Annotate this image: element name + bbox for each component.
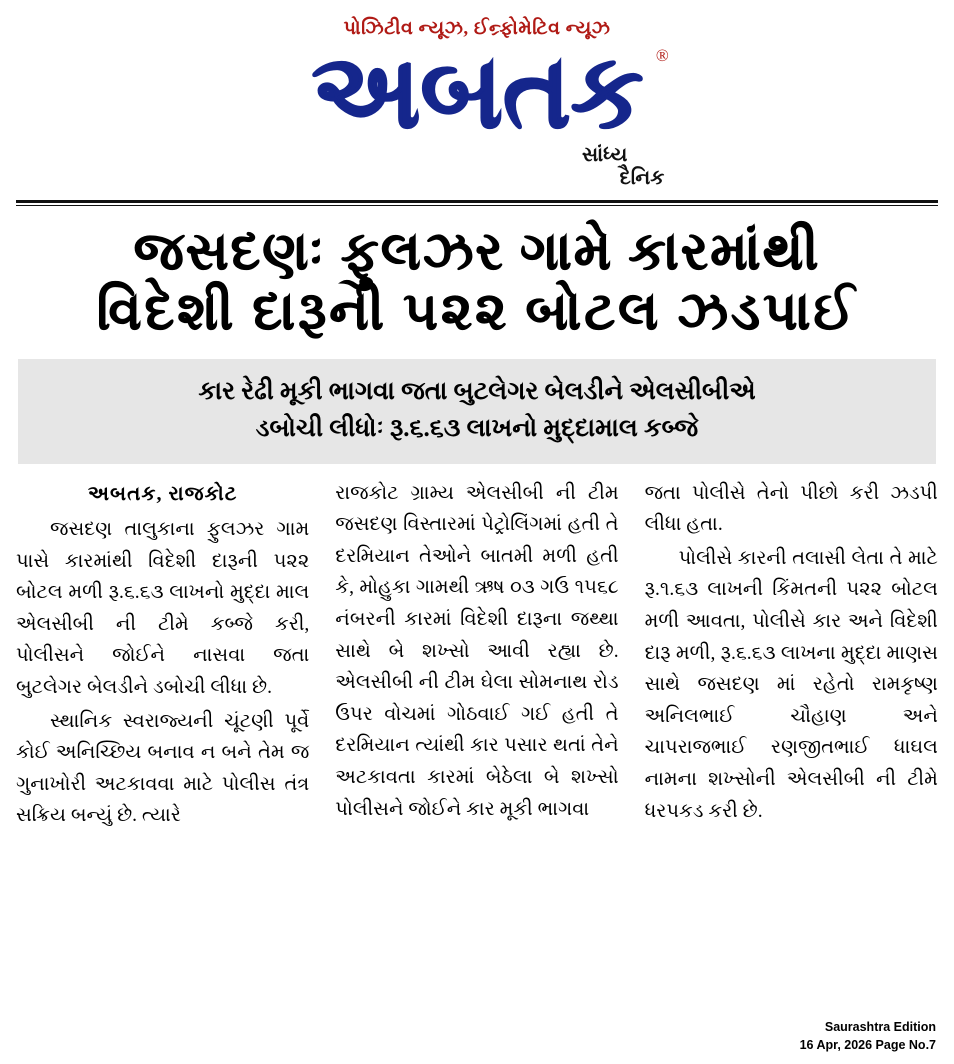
masthead-tagline-top: પોઝિટીવ ન્યૂઝ, ઈન્ર્ફોમેટિવ ન્યૂઝ <box>343 18 611 39</box>
footer-edition: Saurashtra Edition <box>824 1019 936 1034</box>
article-column-3 <box>631 478 938 834</box>
footer-date-page: 16 Apr, 2026 Page No.7 <box>799 1037 936 1052</box>
masthead-tagline-bottom: સાંધ્ય દૈનિક <box>582 143 665 189</box>
headline-line-2: વિદેશી દારૂની ૫૨૨ બોટલ ઝડપાઈ <box>96 283 858 342</box>
masthead-divider-thin <box>16 205 938 206</box>
article-headline <box>16 222 938 343</box>
masthead-logo-wrap <box>311 35 669 150</box>
headline-line-1: જસદણઃ ફુલઝર ગામે કારમાંથી <box>133 222 821 281</box>
paragraph: પોલીસે કારની તલાસી લેતા તે માટે રૂ.૧.૬૩ લાખની કિંમતની ૫૨૨ બોટલ મળી આવતા, પોલીસે કાર અને વિદેશી દારૂ મળી, રૂ.૬.૬૩ લાખના મુદ્દા માણસ સાથે જસદણ માં રહેતો રામકૃષ્ણ અનિલભાઈ ચૌહાણ અને ચાપરાજભાઈ રણજીતભાઈ ધાઘલ નામના શખ્સોની એલસીબી ની ટીમે ધરપકડ કરી છે. <box>644 547 938 822</box>
paragraph: સ્થાનિક સ્વરાજ્યની ચૂંટણી પૂર્વે કોઈ અનિચ્છિય બનાવ ન બને તેમ જ ગુનાખોરી અટકાવવા માટે પોલીસ તંત્ર સક્રિય બન્યું છે. ત્યારે <box>16 710 310 827</box>
article-column-2 <box>323 478 630 834</box>
article-byline: અબતક, રાજકોટ <box>87 482 238 505</box>
paragraph: રાજકોટ ગ્રામ્ય એલસીબી ની ટીમ જસદણ વિસ્તારમાં પેટ્રોલિંગમાં હતી તે દરમિયાન તેઓને બાતમી મળી હતી કે, મોહુકા ગામથી ઋષ ૦૩ ગઉ ૧૫૬૮ નંબરની કારમાં વિદેશી દારૂના જથ્થા સાથે બે શખ્સો આવી રહ્યા છે. એલસીબી ની ટીમ ઘેલા સોમનાથ રોડ ઉપર વોચમાં ગોઠવાઈ ગઈ હતી તે દરમિયાન ત્યાંથી કાર પસાર થતાં તેને અટકાવતા કારમાં બેઠેલા બે શખ્સો પોલીસને જોઈને કાર મૂકી ભાગવા <box>335 482 619 820</box>
masthead-logo: અબતક <box>311 35 643 150</box>
paragraph: જતા પોલીસે તેનો પીછો કરી ઝડપી લીધા હતા. <box>644 482 938 536</box>
masthead-divider-thick <box>16 200 938 203</box>
article-column-1 <box>16 478 323 834</box>
paragraph: જસદણ તાલુકાના ફુલઝર ગામ પાસે કારમાંથી વિદેશી દારૂની ૫૨૨ બોટલ મળી રૂ.૬.૬૩ લાખનો મુદ્દા માલ એલસીબી ની ટીમે કબ્જે કરી, પોલીસને જોઈને નાસવા જતા બુટલેગર બેલડીને ડબોચી લીધા છે. <box>16 519 310 698</box>
page-footer <box>800 1018 936 1054</box>
subhead-line-2: ડબોચી લીધોઃ રૂ.૬.૬૩ લાખનો મુદ્દામાલ કબ્જે <box>255 415 699 443</box>
article-subhead <box>18 359 936 464</box>
article-body <box>16 478 938 834</box>
masthead <box>16 0 938 190</box>
subhead-line-1: કાર રેઢી મૂકી ભાગવા જતા બુટલેગર બેલડીને એલસીબીએ <box>198 377 756 405</box>
masthead-tagline-bottom-row <box>16 144 938 190</box>
registered-trademark-icon: ® <box>655 46 669 65</box>
